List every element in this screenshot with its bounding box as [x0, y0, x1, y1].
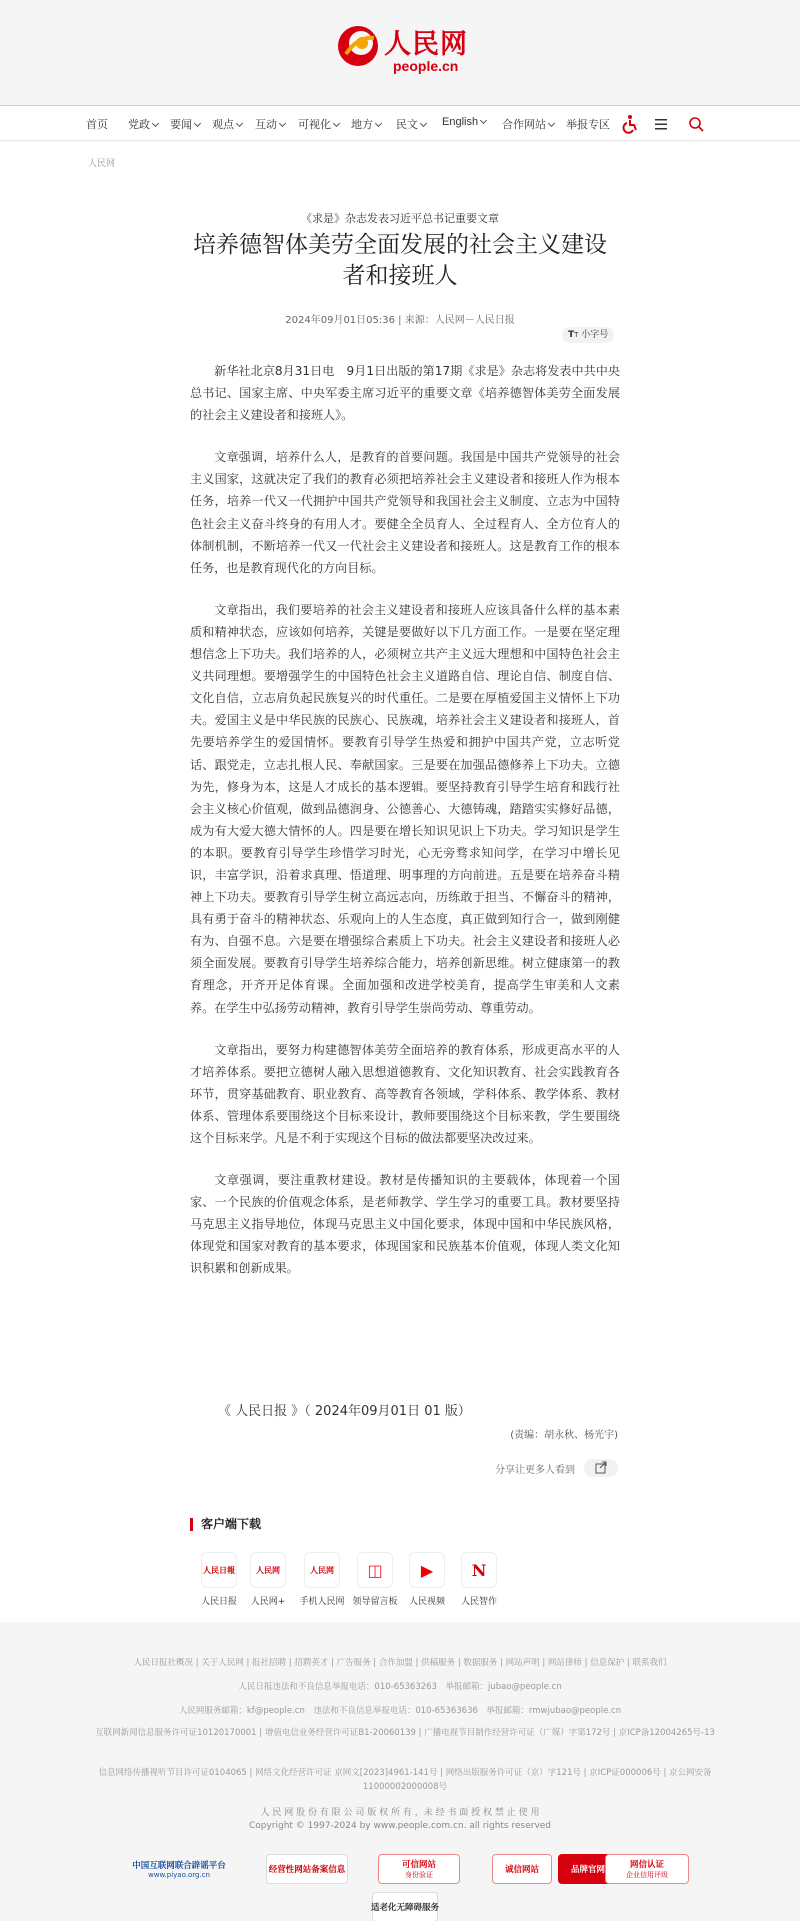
nav-item-label: 合作网站: [502, 119, 546, 131]
apps-section-title: 客户端下载: [190, 1518, 261, 1531]
nav-item-label: 可视化: [298, 119, 331, 131]
app-icon-glyph: ▶: [420, 1560, 434, 1580]
font-size-toggle[interactable]: TT 小字号: [562, 327, 614, 343]
app-label: 人民视频: [408, 1597, 445, 1607]
app-label: 领导留言板: [352, 1597, 398, 1607]
footer-copyright-en: Copyright © 1997-2024 by www.people.com.cn. all rights reserved: [248, 1821, 552, 1831]
people-logo-icon: [336, 24, 380, 68]
search-icon[interactable]: [686, 114, 706, 134]
app-icon-glyph: 人民日報: [203, 1564, 235, 1575]
nav-item-label: 观点: [212, 119, 234, 131]
text-size-icon: T: [568, 330, 575, 340]
app-label: 手机人民网: [299, 1597, 345, 1607]
breadcrumb[interactable]: 人民网: [88, 159, 116, 169]
article-body: [190, 360, 620, 1300]
footer-badge-6[interactable]: [372, 1892, 438, 1921]
nav-item-1[interactable]: [128, 116, 158, 132]
app-label: 人民日报: [200, 1597, 237, 1607]
badge-label: 诚信网站: [504, 1865, 539, 1875]
article-paragraph: 新华社北京8月31日电 9月1日出版的第17期《求是》杂志将发表中共中央总书记、国家主席、中央军委主席习近平的重要文章《培养德智体美劳全面发展的社会主义建设者和接班人》。: [190, 364, 620, 423]
footer-copyright-cn: 人 民 网 股 份 有 限 公 司 版 权 所 有 ，未 经 书 面 授 权 禁 止 使 用: [260, 1808, 540, 1818]
chevron-down-icon: [420, 120, 427, 127]
article-subtitle: 《求是》杂志发表习近平总书记重要文章: [301, 212, 499, 225]
chevron-down-icon: [548, 120, 555, 127]
nav-item-label: 地方: [351, 119, 373, 131]
footer-badge-0[interactable]: [120, 1854, 238, 1884]
people-plus-icon: [250, 1552, 286, 1588]
nav-item-7[interactable]: [396, 116, 426, 132]
share-icon: [584, 1459, 618, 1477]
badge-label: 可信网站: [401, 1860, 436, 1870]
badge-sublabel: www.piyao.org.cn: [148, 1871, 210, 1879]
logo-text-domain: people.cn: [393, 58, 459, 74]
footer-license-line-2: 信息网络传播视听节目许可证0104065 | 网络文化经营许可证 京网文[2023]4961-141号 | 网络出版服务许可证（京）字121号 | 京ICP证000006号 | 京公网安备11000002000008号: [98, 1768, 712, 1792]
site-header: [0, 0, 800, 106]
app-label: 人民智作: [460, 1597, 497, 1607]
logo-text-cn: 人民网: [384, 29, 468, 60]
share-label: 分享让更多人看到: [495, 1465, 575, 1476]
badge-label: 经营性网站备案信息: [268, 1865, 346, 1875]
menu-icon[interactable]: [651, 114, 671, 134]
app-download-1[interactable]: [238, 1552, 298, 1607]
chevron-down-icon: [375, 120, 382, 127]
chevron-down-icon: [152, 120, 159, 127]
chevron-down-icon: [480, 117, 487, 124]
footer-license-line: 互联网新闻信息服务许可证10120170001 | 增值电信业务经营许可证B1-20060139 | 广播电视节目制作经营许可证（广媒）字第172号 | 京ICP备12004265号-13: [95, 1728, 715, 1738]
article-paragraph: 文章强调，培养什么人，是教育的首要问题。我国是中国共产党领导的社会主义国家，这就决定了我们的教育必须把培养社会主义建设者和接班人作为根本任务，培养一代又一代拥护中国共产党领导和我国社会主义制度、立志为中国特色社会主义奋斗终身的有用人才。要健全全员育人、全过程育人、全方位育人的体制机制，不断培养一代又一代社会主义建设者和接班人。这是教育工作的根本任务，也是教育现代化的方向目标。: [190, 450, 620, 575]
footer-report-line: 人民日报违法和不良信息举报电话：010-65363263 举报邮箱：jubao@people.cn: [238, 1682, 562, 1692]
app-download-4[interactable]: [397, 1552, 457, 1607]
app-icon-glyph: 人民网: [310, 1564, 334, 1575]
article-source: 《 人民日报 》（ 2024年09月01日 01 版）: [218, 1404, 471, 1419]
accessibility-icon[interactable]: [619, 114, 639, 134]
zhizuo-icon: [461, 1552, 497, 1588]
chevron-down-icon: [279, 120, 286, 127]
footer-badge-2[interactable]: [378, 1854, 460, 1884]
nav-item-label: 举报专区: [566, 119, 610, 131]
badge-label: 适老化无障碍服务: [371, 1903, 440, 1913]
nav-item-label: 首页: [86, 119, 108, 131]
nav-item-9[interactable]: [502, 116, 554, 132]
chevron-down-icon: [194, 120, 201, 127]
nav-item-6[interactable]: [351, 116, 381, 132]
nav-item-2[interactable]: [170, 116, 200, 132]
badge-sublabel: 身份验证: [405, 1871, 433, 1879]
main-nav: [0, 107, 800, 141]
app-icon-glyph: N: [471, 1560, 487, 1580]
chevron-down-icon: [333, 120, 340, 127]
site-logo[interactable]: [336, 22, 476, 78]
nav-item-label: 民文: [396, 119, 418, 131]
message-board-icon: [357, 1552, 393, 1588]
footer-service-line: 人民网服务邮箱：kf@people.cn 违法和不良信息举报电话：010-65363636 举报邮箱：rmwjubao@people.cn: [178, 1706, 622, 1716]
app-download-3[interactable]: [345, 1552, 405, 1607]
site-footer: [0, 1622, 800, 1921]
chevron-down-icon: [236, 120, 243, 127]
footer-links[interactable]: 人民日报社概况 | 关于人民网 | 报社招聘 | 招聘英才 | 广告服务 | 合作加盟 | 供稿服务 | 数据服务 | 网站声明 | 网站律师 | 信息保护 | 联系我们: [133, 1658, 667, 1668]
share-button[interactable]: [584, 1459, 618, 1477]
nav-item-4[interactable]: [255, 116, 285, 132]
badge-label: 中国互联网联合辟谣平台: [132, 1861, 226, 1871]
nav-item-3[interactable]: [212, 116, 242, 132]
article-meta: 2024年09月01日05:36 | 来源：人民网－人民日报: [285, 315, 515, 326]
nav-item-label: 要闻: [170, 119, 192, 131]
app-label: 人民网+: [250, 1597, 286, 1607]
article-paragraph: 文章强调，要注重教材建设。教材是传播知识的主要载体，体现着一个国家、一个民族的价值观念体系，是老师教学、学生学习的重要工具。教材要坚持马克思主义指导地位，体现马克思主义中国化要求，体现中国和中华民族风格，体现党和国家对教育的基本要求，体现国家和民族基本价值观，体现人类文化知识积累和创新成果。: [190, 1173, 620, 1276]
app-icon-glyph: 人民网: [256, 1564, 280, 1575]
video-icon: [409, 1552, 445, 1588]
nav-item-label: 互动: [255, 119, 277, 131]
nav-item-label: English: [442, 116, 479, 128]
font-size-label: 小字号: [581, 330, 609, 340]
footer-badge-3[interactable]: [492, 1854, 552, 1884]
people-daily-icon: [201, 1552, 237, 1588]
nav-item-5[interactable]: [298, 116, 339, 132]
app-icon-glyph: ◫: [367, 1560, 383, 1580]
mobile-people-icon: [304, 1552, 340, 1588]
app-download-2[interactable]: [292, 1552, 352, 1607]
footer-badge-5[interactable]: [605, 1854, 689, 1884]
article-paragraph: 文章指出，我们要培养的社会主义建设者和接班人应该具备什么样的基本素质和精神状态，应该如何培养，关键是要做好以下几方面工作。一是要在坚定理想信念上下功夫。我们培养的人，必须树立共产主义远大理想和中国特色社会主义共同理想。要增强学生的中国特色社会主义道路自信、理论自信、制度自信、文化自信，立志肩负起民族复兴的时代重任。二是要在厚植爱国主义情怀上下功夫。爱国主义是中华民族的民族心、民族魂，培养社会主义建设者和接班人，首先要培养学生的爱国情怀。要教育引导学生热爱和拥护中国共产党，立志听党话、跟党走，立志扎根人民、奉献国家。三是要在加强品德修养上下功夫。立德为先，修身为本，这是人才成长的基本逻辑。要坚持教育引导学生培育和践行社会主义核心价值观，做到品德润身、公德善心、大德铸魂，踏踏实实修好品德，成为有大爱大德大情怀的人。四是要在增长知识见识上下功夫。学习知识是学生的本职。要教育引导学生珍惜学习时光，心无旁骛求知问学，在学习中增长见识，丰富学识，沿着求真理、悟道理、明事理的方向前进。五是要在培养奋斗精神上下功夫。要教育引导学生树立高远志向，历练敢于担当、不懈奋斗的精神，具有勇于奋斗的精神状态、乐观向上的人生态度，真正做到知行合一，做到刚健有为、自强不息。六是要在增强综合素质上下功夫。社会主义建设者和接班人必须全面发展。要教育引导学生培养综合能力，培养创新思维。树立健康第一的教育理念，开齐开足体育课。全面加强和改进学校美育，提高学生审美和人文素养。在学生中弘扬劳动精神，教育引导学生崇尚劳动、尊重劳动。: [190, 602, 620, 1015]
app-download-5[interactable]: [449, 1552, 509, 1607]
badge-label: 网信认证: [629, 1860, 664, 1870]
nav-item-label: 党政: [128, 119, 150, 131]
badge-sublabel: 企业信用评级: [626, 1871, 668, 1879]
badge-label: 品牌官网: [570, 1865, 605, 1875]
article-title: 培养德智体美劳全面发展的社会主义建设者和接班人: [193, 232, 607, 289]
footer-badge-1[interactable]: [266, 1854, 348, 1884]
article-editor: (责编：胡永秋、杨光宇): [510, 1430, 618, 1441]
article-paragraph: 文章指出，要努力构建德智体美劳全面培养的教育体系，形成更高水平的人才培养体系。要把立德树人融入思想道德教育、文化知识教育、社会实践教育各环节，贯穿基础教育、职业教育、高等教育各领域，学科体系、教学体系、教材体系、管理体系要围绕这个目标来设计，教师要围绕这个目标来教，学生要围绕这个目标来学。凡是不利于实现这个目标的做法都要坚决改过来。: [190, 1042, 620, 1145]
nav-item-8[interactable]: [442, 116, 486, 128]
nav-item-10[interactable]: [566, 116, 610, 132]
nav-item-0[interactable]: [86, 116, 108, 132]
